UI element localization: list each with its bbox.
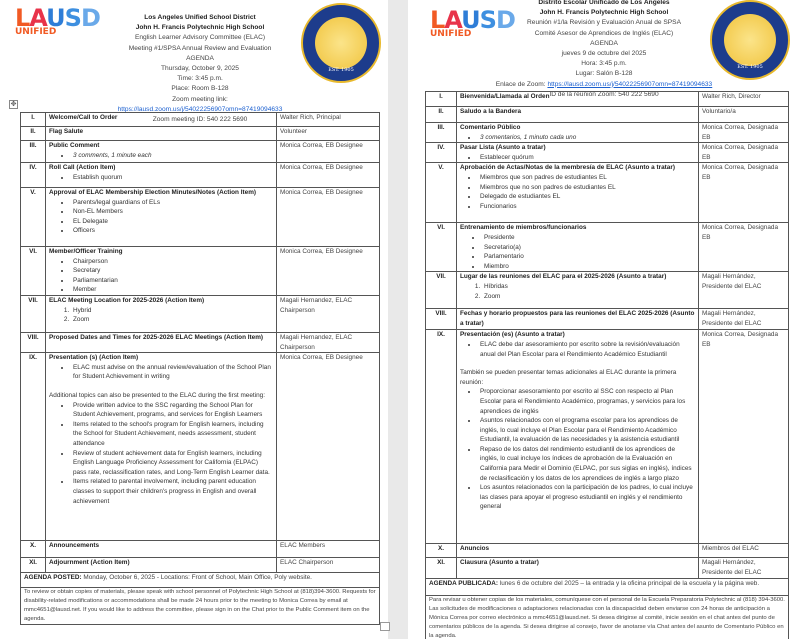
header-line: AGENDA [590, 39, 618, 47]
item-presenter: Monica Correa, Designada EB [699, 330, 789, 544]
item-bullet-list [71, 151, 273, 161]
item-title: Entrenamiento de miembros/funcionarios [460, 224, 587, 232]
list-item: • Chairperson [71, 257, 273, 267]
item-presenter: Monica Correa, Designada EB [699, 223, 789, 272]
item-presenter: Magali Hernandez, ELAC Chairperson [277, 333, 380, 353]
agenda-row [426, 309, 789, 330]
agenda-row [426, 223, 789, 272]
list-item: 2. Zoom [482, 292, 695, 302]
agenda-row [21, 141, 380, 163]
zoom-meeting-id: ID de la reunión Zoom: 540 222 5690 [549, 90, 659, 98]
item-number: XI. [426, 558, 457, 578]
list-item: • Items related to parental involvement, including parent education classes to support their children's progress in English and overall achievement [71, 477, 273, 506]
header-line: Reunión #1/la Revisión y Evaluación Anual de SPSA [527, 19, 681, 27]
spanish-agenda-page [408, 0, 800, 639]
agenda-header [488, 0, 720, 100]
agenda-row [21, 163, 380, 188]
item-number: VIII. [21, 333, 46, 353]
item-number: X. [426, 544, 457, 558]
item-number: IV. [21, 163, 46, 188]
agenda-row [426, 163, 789, 223]
list-item: • Non-EL Members [71, 207, 273, 217]
header-line: John H. Francis Polytechnic High School [135, 24, 265, 32]
item-presenter: Monica Correa, Designada EB [699, 123, 789, 143]
item-topic [46, 353, 277, 541]
list-item: • Establish quorum [71, 173, 273, 183]
item-bullet-list [478, 340, 695, 359]
item-title: Clausura (Asunto a tratar) [460, 559, 539, 567]
list-item: 2. Zoom [71, 315, 273, 325]
item-title: Flag Salute [49, 128, 84, 135]
agenda-posted-text: Monday, October 6, 2025 - Locations: Front of School, Main Office, Poly website. [81, 574, 312, 582]
materials-note-row [426, 595, 789, 639]
item-presenter: Magali Hernandez, ELAC Chairperson [277, 296, 380, 333]
zoom-link[interactable]: https://lausd.zoom.us/j/54022256907omn=87419094633 [117, 105, 283, 113]
item-topic [46, 163, 277, 188]
item-topic [46, 188, 277, 247]
list-item: • 3 comments, 1 minute each [71, 151, 273, 161]
header-line: Place: Room B-128 [171, 85, 229, 93]
agenda-row [21, 247, 380, 296]
item-title: Announcements [49, 542, 100, 550]
item-presenter: Monica Correa, EB Designee [277, 353, 380, 541]
agenda-row [426, 544, 789, 558]
zoom-link-label: Zoom meeting link: [172, 95, 228, 103]
item-presenter: Magali Hernández, Presidente del ELAC [699, 272, 789, 309]
item-topic [457, 163, 699, 223]
item-title: Pasar Lista (Asunto a tratar) [460, 144, 546, 152]
item-bullet-list [71, 198, 273, 236]
school-seal-logo [710, 0, 790, 80]
item-topic [46, 541, 277, 558]
item-presenter: Monica Correa, EB Designee [277, 163, 380, 188]
item-title: Fechas y horario propuestos para las reuniones del ELAC 2025-2026 (Asunto a tratar) [460, 310, 695, 327]
list-item: • Secretary [71, 266, 273, 276]
agenda-row [21, 353, 380, 541]
item-title: Member/Officer Training [49, 248, 123, 255]
header-line: Hora: 3:45 p.m. [581, 60, 627, 68]
item-presenter: Walter Rich, Principal [277, 113, 380, 127]
item-presenter: Monica Correa, EB Designee [277, 188, 380, 247]
item-presenter: Monica Correa, Designada EB [699, 143, 789, 163]
zoom-link-line [488, 80, 720, 90]
item-topic [457, 558, 699, 578]
item-number: II. [21, 127, 46, 141]
agenda-table [20, 112, 380, 625]
item-paragraph: Additional topics can also be presented to the ELAC during the first meeting: [49, 391, 265, 399]
item-title: Comentario Público [460, 124, 521, 131]
item-presenter: Miembros del ELAC [699, 544, 789, 558]
item-number: III. [426, 123, 457, 143]
list-item: • EL Delegate [71, 217, 273, 227]
list-item: • Miembros que no son padres de estudiantes EL [478, 183, 695, 193]
materials-note-row [21, 588, 380, 625]
item-topic [457, 123, 699, 143]
item-topic [46, 127, 277, 141]
list-item: • Officers [71, 226, 273, 236]
list-item: • Items related to the school's program for English learners, including the School for Student Achievement, needs assessment, student attendance [71, 420, 273, 449]
item-bullet-list [71, 173, 273, 183]
item-topic [457, 544, 699, 558]
list-item: • Repaso de los datos del rendimiento estudiantil de los aprendices de inglés, lo cual incluye los índices de aprobación de la Evaluación en California para Medir el Dominio (ELPAC, por sus siglas en inglés), índices de reclasificación y los datos de los aprendices de inglés a largo plazo [478, 445, 695, 483]
list-item: • Member [71, 285, 273, 295]
header-line: AGENDA [186, 54, 214, 62]
item-presenter: Monica Correa, EB Designee [277, 247, 380, 296]
item-presenter: ELAC Chairperson [277, 558, 380, 573]
header-line: Lugar: Salón B-128 [575, 70, 633, 78]
item-number: VII. [426, 272, 457, 309]
item-numbered-list [482, 282, 695, 301]
item-topic [46, 247, 277, 296]
item-bullet-list [478, 173, 695, 211]
item-number: IX. [21, 353, 46, 541]
list-item: • Parents/legal guardians of ELs [71, 198, 273, 208]
item-title: Approval of ELAC Membership Election Minutes/Notes (Action Item) [49, 189, 257, 196]
item-topic [457, 143, 699, 163]
item-topic [457, 92, 699, 107]
item-number: V. [21, 188, 46, 247]
item-topic [46, 296, 277, 333]
list-item: • Establecer quórum [478, 153, 695, 163]
item-title: Welcome/Call to Order [49, 114, 118, 121]
item-presenter: Voluntario/a [699, 107, 789, 123]
list-item: • Review of student achievement data for English learners, including English Language Proficiency Assessment for California (ELPAC) pass rate, reclassification rates, and Long-Term English Learner data. [71, 449, 273, 478]
header-line: Distrito Escolar Unificado de Los Ángeles [538, 0, 670, 6]
table-resize-handle[interactable] [380, 622, 390, 631]
lausd-logo: LAUSD UNIFIED [15, 4, 100, 37]
list-item: • Miembros que son padres de estudiantes EL [478, 173, 695, 183]
item-number: I. [426, 92, 457, 107]
item-topic [46, 333, 277, 353]
item-title: Bienvenida/Llamada al Orden [460, 93, 550, 100]
agenda-posted-row [426, 578, 789, 595]
list-item: • ELAC debe dar asesoramiento por escrito sobre la revisión/evaluación anual del Plan Escolar para el Rendimiento Académico Estudiantil [478, 340, 695, 359]
list-item: • Presidente [482, 233, 695, 243]
header-line: John H. Francis Polytechnic High School [539, 9, 669, 17]
item-title: Aprobación de Actas/Notas de la membresía de ELAC (Asunto a tratar) [460, 164, 675, 172]
agenda-row [426, 330, 789, 544]
agenda-row [21, 296, 380, 333]
english-agenda-page [0, 0, 388, 639]
agenda-row [21, 113, 380, 127]
item-number: IX. [426, 330, 457, 544]
list-item: • ELAC must advise on the annual review/evaluation of the School Plan for Student Achievement in writing [71, 363, 273, 382]
agenda-header [90, 13, 310, 125]
item-title: Proposed Dates and Times for 2025-2026 ELAC Meetings (Action Item) [49, 334, 264, 341]
zoom-link[interactable]: https://lausd.zoom.us/j/54022256907omn=87419094633 [547, 80, 713, 88]
item-numbered-list [71, 306, 273, 325]
agenda-posted-label: AGENDA PUBLICADA: [429, 579, 498, 587]
zoom-link-label: Enlace de Zoom: [495, 80, 548, 88]
item-topic [457, 272, 699, 309]
item-topic [46, 113, 277, 127]
item-presenter: Magali Hernández, Presidente del ELAC [699, 558, 789, 578]
list-item: • Funcionarios [478, 202, 695, 212]
list-item: • Parliamentarian [71, 276, 273, 286]
item-topic [457, 223, 699, 272]
agenda-table [425, 91, 789, 639]
item-number: VII. [21, 296, 46, 333]
item-presenter: Monica Correa, EB Designee [277, 141, 380, 163]
seal-est: EST. 1905 [328, 67, 354, 73]
item-presenter: ELAC Members [277, 541, 380, 558]
item-title: Lugar de las reuniones del ELAC para el 2025-2026 (Asunto a tratar) [460, 273, 667, 281]
list-item: 1. Híbridas [482, 282, 695, 292]
agenda-row [21, 558, 380, 573]
agenda-posted-label: AGENDA POSTED: [24, 574, 82, 582]
item-bullet-list [478, 153, 695, 163]
item-title: Presentation (s) (Action Item) [49, 354, 139, 362]
item-bullet-list [478, 387, 695, 512]
agenda-row [21, 188, 380, 247]
parrot-mascot-icon [315, 17, 367, 69]
list-item: • Los asuntos relacionados con la participación de los padres, lo cual incluye las clases para apoyar el progreso estudiantil en inglés y el rendimiento general [478, 483, 695, 512]
item-title: Saludo a la Bandera [460, 108, 522, 115]
school-seal-logo [301, 3, 381, 83]
header-line: Los Angeles Unified School District [144, 14, 256, 21]
item-topic [457, 107, 699, 123]
item-topic [457, 309, 699, 330]
item-presenter: Walter Rich, Director [699, 92, 789, 107]
agenda-posted [426, 578, 789, 595]
agenda-posted-text: lunes 6 de octubre del 2025 – la entrada y la oficina principal de la escuela y la página web. [498, 579, 760, 587]
item-number: IV. [426, 143, 457, 163]
item-bullet-list [478, 133, 695, 143]
header-line: English Learner Advisory Committee (ELAC) [134, 34, 266, 42]
item-title: Adjournment (Action Item) [49, 559, 130, 567]
agenda-row [426, 123, 789, 143]
agenda-row [426, 143, 789, 163]
header-line: Thursday, October 9, 2025 [161, 65, 239, 73]
item-bullet-list [71, 401, 273, 507]
lausd-logo: LAUSD UNIFIED [430, 6, 515, 39]
item-bullet-list [71, 257, 273, 295]
list-item: • Parlamentario [482, 252, 695, 262]
item-presenter: Volunteer [277, 127, 380, 141]
item-number: VIII. [426, 309, 457, 330]
table-move-handle-icon[interactable]: ✥ [10, 101, 17, 108]
list-item: • Proporcionar asesoramiento por escrito al SSC con respecto al Plan Escolar para el Rendimiento Académico, programas, y servicios para los aprendices de inglés [478, 387, 695, 416]
header-line: Meeting #1/SPSA Annual Review and Evaluation [128, 44, 272, 52]
list-item: • Secretario(a) [482, 243, 695, 253]
list-item: • Delegado de estudiantes EL [478, 192, 695, 202]
item-title: Anuncios [460, 545, 490, 553]
item-topic [457, 330, 699, 544]
materials-note: Para revisar u obtener copias de los materiales, comuníquese con el personal de la Escuela Preparatoria Polytechnic al (818) 394-3600. Las solicitudes de modificaciones o adaptaciones relacionadas con la discapacidad deben enviarse con 24 horas de anticipación a Mónica Correa por correo electrónico a mmc4651@lausd.net. Si desea dirigirse al comité, inicie sesión en el chat antes del punto de comentarios públicos de la agenda. Si desea dirigirse al consejo, favor de anotarse vía Chat antes del asunto de Comentario Público en la agenda. [426, 595, 789, 639]
item-number: II. [426, 107, 457, 123]
materials-note: To review or obtain copies of materials, please speak with school personnel of Polytechnic High School at (818)394-3600. Requests for disability-related modifications or accommodations shall be made 24 hours prior to the meeting to Monica Correa by email at mmc4651@lausd.net. If you would like to address the committee, please sign in on the Chat prior to the Public Comment item on the agenda. [21, 588, 380, 625]
item-number: VI. [426, 223, 457, 272]
item-bullet-list [482, 233, 695, 271]
header-line: Time: 3:45 p.m. [177, 75, 223, 83]
item-title: Presentación (es) (Asunto a tratar) [460, 331, 565, 339]
item-paragraph: También se pueden presentar temas adicionales al ELAC durante la primera reunión: [460, 369, 677, 386]
item-title: Public Comment [49, 142, 100, 149]
agenda-posted [21, 573, 380, 588]
item-topic [46, 558, 277, 573]
list-item: • Asuntos relacionados con el programa escolar para los aprendices de inglés, lo cual incluye el Plan Escolar para el Rendimiento Académico Estudiantil, la evaluación de las necesidades y la asistencia estudiantil [478, 416, 695, 445]
item-number: X. [21, 541, 46, 558]
item-number: VI. [21, 247, 46, 296]
item-number: V. [426, 163, 457, 223]
agenda-row [426, 107, 789, 123]
item-presenter: Magali Hernández, Presidente del ELAC [699, 309, 789, 330]
item-title: Roll Call (Action Item) [49, 164, 116, 171]
agenda-posted-row [21, 573, 380, 588]
item-topic [46, 141, 277, 163]
agenda-row [21, 127, 380, 141]
item-number: III. [21, 141, 46, 163]
agenda-row [426, 92, 789, 107]
item-number: I. [21, 113, 46, 127]
item-number: XI. [21, 558, 46, 573]
agenda-row [426, 272, 789, 309]
agenda-row [21, 541, 380, 558]
header-line: Comité Asesor de Aprendices de Inglés (ELAC) [534, 29, 674, 37]
header-line: jueves 9 de octubre del 2025 [561, 50, 647, 58]
list-item: • 3 comentarios, 1 minuto cada uno [478, 133, 695, 143]
list-item: • Provide written advice to the SSC regarding the School Plan for Student Achievement, programs, and services for English Learners [71, 401, 273, 420]
agenda-row [426, 558, 789, 578]
list-item: 1. Hybrid [71, 306, 273, 316]
item-presenter: Monica Correa, Designada EB [699, 163, 789, 223]
list-item: • Miembro [482, 262, 695, 272]
seal-est: EST. 1905 [737, 64, 763, 70]
agenda-row [21, 333, 380, 353]
item-bullet-list [71, 363, 273, 382]
item-title: ELAC Meeting Location for 2025-2026 (Action Item) [49, 297, 205, 304]
zoom-meeting-id: Zoom meeting ID: 540 222 5690 [152, 116, 248, 124]
parrot-mascot-icon [724, 14, 776, 66]
